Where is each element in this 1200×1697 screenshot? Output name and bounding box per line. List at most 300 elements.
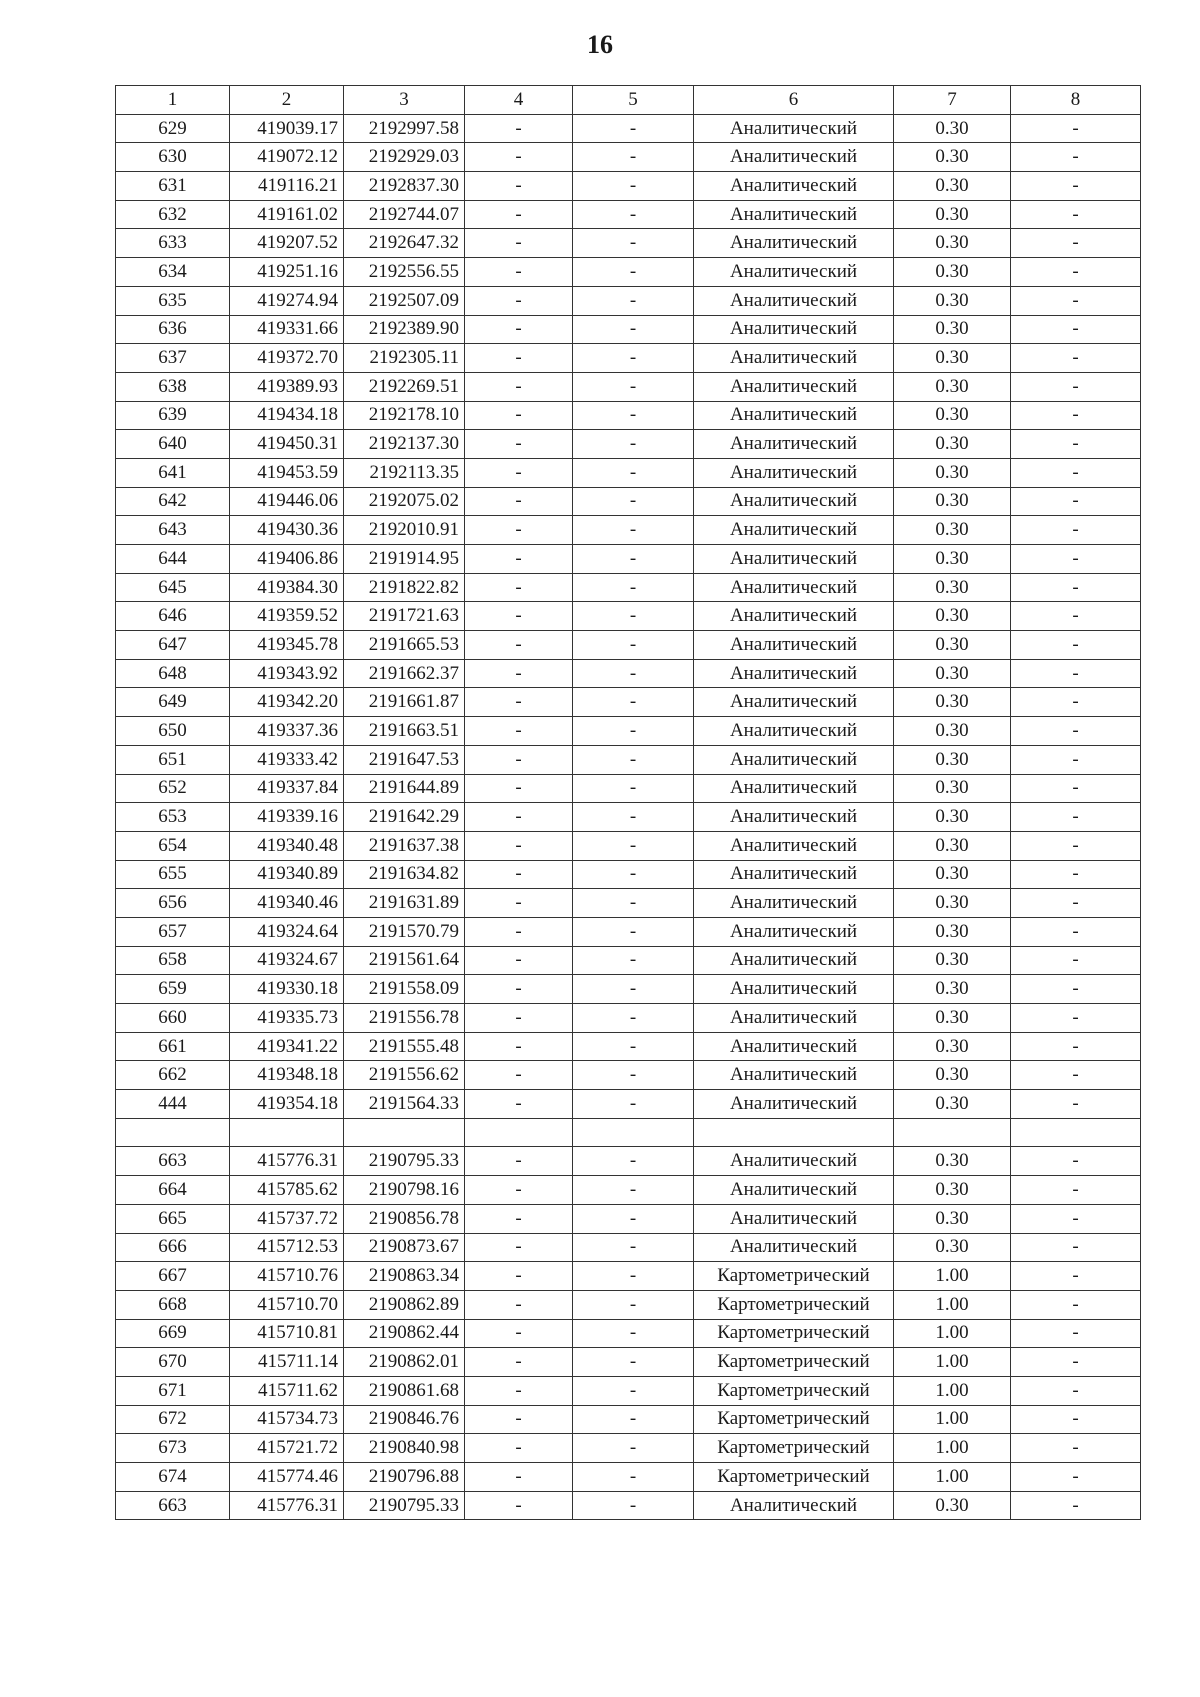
col5-cell: - (573, 745, 694, 774)
x-coordinate-cell: 419348.18 (230, 1061, 344, 1090)
x-coordinate-cell: 419340.46 (230, 889, 344, 918)
table-row (116, 774, 1141, 803)
col4-cell: - (465, 631, 573, 660)
method-cell: Аналитический (694, 659, 894, 688)
accuracy-cell: 1.00 (894, 1290, 1011, 1319)
method-cell: Аналитический (694, 717, 894, 746)
method-cell: Аналитический (694, 545, 894, 574)
x-coordinate-cell: 419339.16 (230, 803, 344, 832)
x-coordinate-cell: 415776.31 (230, 1147, 344, 1176)
x-coordinate-cell: 415712.53 (230, 1233, 344, 1262)
x-coordinate-cell: 419340.89 (230, 860, 344, 889)
y-coordinate-cell: 2192556.55 (344, 258, 465, 287)
col8-cell: - (1011, 315, 1141, 344)
col8-cell: - (1011, 200, 1141, 229)
col8-cell: - (1011, 286, 1141, 315)
y-coordinate-cell: 2191663.51 (344, 717, 465, 746)
method-cell: Картометрический (694, 1262, 894, 1291)
col8-cell: - (1011, 803, 1141, 832)
table-row (116, 286, 1141, 315)
col5-cell: - (573, 831, 694, 860)
col8-cell: - (1011, 975, 1141, 1004)
point-number-cell: 638 (116, 372, 230, 401)
col4-cell: - (465, 1032, 573, 1061)
method-cell: Аналитический (694, 1032, 894, 1061)
y-coordinate-cell: 2191570.79 (344, 917, 465, 946)
col8-cell: - (1011, 717, 1141, 746)
y-coordinate-cell: 2191914.95 (344, 545, 465, 574)
accuracy-cell: 0.30 (894, 688, 1011, 717)
col4-cell: - (465, 344, 573, 373)
y-coordinate-cell: 2191556.62 (344, 1061, 465, 1090)
col4-cell: - (465, 458, 573, 487)
table-row (116, 1491, 1141, 1520)
method-cell: Аналитический (694, 1491, 894, 1520)
column-header: 6 (694, 86, 894, 115)
col5-cell: - (573, 1463, 694, 1492)
col5-cell: - (573, 315, 694, 344)
col8-cell: - (1011, 545, 1141, 574)
col4-cell: - (465, 516, 573, 545)
col8-cell: - (1011, 1262, 1141, 1291)
col8-cell: - (1011, 1405, 1141, 1434)
method-cell: Аналитический (694, 688, 894, 717)
accuracy-cell: 0.30 (894, 487, 1011, 516)
table-row (116, 1176, 1141, 1205)
x-coordinate-cell: 419340.48 (230, 831, 344, 860)
col8-cell: - (1011, 917, 1141, 946)
col8-cell: - (1011, 114, 1141, 143)
method-cell: Картометрический (694, 1290, 894, 1319)
point-number-cell: 642 (116, 487, 230, 516)
x-coordinate-cell: 419342.20 (230, 688, 344, 717)
col5-cell: - (573, 1090, 694, 1119)
table-row (116, 1090, 1141, 1119)
col4-cell: - (465, 286, 573, 315)
col4-cell: - (465, 1319, 573, 1348)
point-number-cell: 643 (116, 516, 230, 545)
y-coordinate-cell: 2191647.53 (344, 745, 465, 774)
point-number-cell: 444 (116, 1090, 230, 1119)
col4-cell: - (465, 258, 573, 287)
col4-cell: - (465, 143, 573, 172)
point-number-cell: 654 (116, 831, 230, 860)
col8-cell: - (1011, 458, 1141, 487)
point-number-cell: 663 (116, 1491, 230, 1520)
method-cell: Картометрический (694, 1319, 894, 1348)
point-number-cell: 649 (116, 688, 230, 717)
col5-cell: - (573, 286, 694, 315)
method-cell: Аналитический (694, 372, 894, 401)
col8-cell: - (1011, 688, 1141, 717)
col8-cell: - (1011, 1290, 1141, 1319)
method-cell: Аналитический (694, 602, 894, 631)
method-cell: Аналитический (694, 258, 894, 287)
method-cell: Аналитический (694, 344, 894, 373)
col5-cell (573, 1118, 694, 1147)
method-cell: Аналитический (694, 975, 894, 1004)
table-row (116, 573, 1141, 602)
method-cell: Аналитический (694, 1233, 894, 1262)
col8-cell: - (1011, 1233, 1141, 1262)
col4-cell: - (465, 229, 573, 258)
column-header: 3 (344, 86, 465, 115)
point-number-cell: 672 (116, 1405, 230, 1434)
table-row (116, 1290, 1141, 1319)
y-coordinate-cell: 2192389.90 (344, 315, 465, 344)
x-coordinate-cell: 419116.21 (230, 172, 344, 201)
method-cell: Аналитический (694, 860, 894, 889)
y-coordinate-cell: 2192178.10 (344, 401, 465, 430)
col5-cell: - (573, 1032, 694, 1061)
accuracy-cell: 0.30 (894, 1176, 1011, 1205)
col4-cell: - (465, 774, 573, 803)
accuracy-cell: 0.30 (894, 458, 1011, 487)
point-number-cell: 630 (116, 143, 230, 172)
col4-cell: - (465, 1262, 573, 1291)
y-coordinate-cell: 2192137.30 (344, 430, 465, 459)
method-cell: Аналитический (694, 430, 894, 459)
table-row (116, 229, 1141, 258)
col5-cell: - (573, 229, 694, 258)
accuracy-cell: 0.30 (894, 860, 1011, 889)
accuracy-cell: 0.30 (894, 344, 1011, 373)
x-coordinate-cell: 419072.12 (230, 143, 344, 172)
col5-cell: - (573, 1491, 694, 1520)
col8-cell: - (1011, 831, 1141, 860)
table-row (116, 975, 1141, 1004)
x-coordinate-cell: 415776.31 (230, 1491, 344, 1520)
table-row (116, 172, 1141, 201)
x-coordinate-cell: 419430.36 (230, 516, 344, 545)
col8-cell: - (1011, 1032, 1141, 1061)
y-coordinate-cell (344, 1118, 465, 1147)
col8-cell: - (1011, 889, 1141, 918)
col8-cell: - (1011, 1176, 1141, 1205)
col5-cell: - (573, 200, 694, 229)
table-row (116, 631, 1141, 660)
col8-cell: - (1011, 946, 1141, 975)
table-row (116, 1118, 1141, 1147)
method-cell: Аналитический (694, 487, 894, 516)
point-number-cell: 668 (116, 1290, 230, 1319)
accuracy-cell: 0.30 (894, 229, 1011, 258)
table-row (116, 258, 1141, 287)
col5-cell: - (573, 688, 694, 717)
accuracy-cell: 0.30 (894, 1204, 1011, 1233)
x-coordinate-cell: 415711.62 (230, 1376, 344, 1405)
col8-cell (1011, 1118, 1141, 1147)
col5-cell: - (573, 717, 694, 746)
col5-cell: - (573, 545, 694, 574)
method-cell: Аналитический (694, 1204, 894, 1233)
col4-cell: - (465, 688, 573, 717)
x-coordinate-cell: 419450.31 (230, 430, 344, 459)
col4-cell: - (465, 1061, 573, 1090)
table-row (116, 602, 1141, 631)
col5-cell: - (573, 1348, 694, 1377)
table-row (116, 1376, 1141, 1405)
x-coordinate-cell: 419330.18 (230, 975, 344, 1004)
method-cell: Аналитический (694, 200, 894, 229)
col5-cell: - (573, 917, 694, 946)
x-coordinate-cell: 419337.84 (230, 774, 344, 803)
point-number-cell: 674 (116, 1463, 230, 1492)
point-number-cell: 637 (116, 344, 230, 373)
accuracy-cell: 1.00 (894, 1348, 1011, 1377)
col5-cell: - (573, 258, 694, 287)
x-coordinate-cell: 415774.46 (230, 1463, 344, 1492)
table-row (116, 1204, 1141, 1233)
y-coordinate-cell: 2190862.01 (344, 1348, 465, 1377)
accuracy-cell: 0.30 (894, 315, 1011, 344)
method-cell: Аналитический (694, 917, 894, 946)
x-coordinate-cell: 419331.66 (230, 315, 344, 344)
y-coordinate-cell: 2192997.58 (344, 114, 465, 143)
y-coordinate-cell: 2191561.64 (344, 946, 465, 975)
x-coordinate-cell (230, 1118, 344, 1147)
method-cell: Аналитический (694, 745, 894, 774)
point-number-cell: 671 (116, 1376, 230, 1405)
table-row (116, 1233, 1141, 1262)
col4-cell: - (465, 372, 573, 401)
col5-cell: - (573, 1176, 694, 1205)
x-coordinate-cell: 419274.94 (230, 286, 344, 315)
x-coordinate-cell: 415711.14 (230, 1348, 344, 1377)
y-coordinate-cell: 2191634.82 (344, 860, 465, 889)
col5-cell: - (573, 1405, 694, 1434)
table-row (116, 372, 1141, 401)
method-cell: Аналитический (694, 774, 894, 803)
method-cell (694, 1118, 894, 1147)
accuracy-cell: 0.30 (894, 631, 1011, 660)
x-coordinate-cell: 419354.18 (230, 1090, 344, 1119)
col5-cell: - (573, 889, 694, 918)
x-coordinate-cell: 419341.22 (230, 1032, 344, 1061)
col5-cell: - (573, 1262, 694, 1291)
col5-cell: - (573, 602, 694, 631)
accuracy-cell: 1.00 (894, 1319, 1011, 1348)
x-coordinate-cell: 415710.81 (230, 1319, 344, 1348)
col5-cell: - (573, 975, 694, 1004)
table-row (116, 545, 1141, 574)
col8-cell: - (1011, 1004, 1141, 1033)
col4-cell: - (465, 401, 573, 430)
col4-cell: - (465, 1491, 573, 1520)
x-coordinate-cell: 415710.70 (230, 1290, 344, 1319)
point-number-cell: 633 (116, 229, 230, 258)
point-number-cell: 644 (116, 545, 230, 574)
x-coordinate-cell: 419039.17 (230, 114, 344, 143)
x-coordinate-cell: 419324.67 (230, 946, 344, 975)
col5-cell: - (573, 1376, 694, 1405)
x-coordinate-cell: 415737.72 (230, 1204, 344, 1233)
table-row (116, 717, 1141, 746)
y-coordinate-cell: 2191665.53 (344, 631, 465, 660)
y-coordinate-cell: 2191558.09 (344, 975, 465, 1004)
accuracy-cell: 0.30 (894, 200, 1011, 229)
point-number-cell: 652 (116, 774, 230, 803)
accuracy-cell: 0.30 (894, 1147, 1011, 1176)
x-coordinate-cell: 419207.52 (230, 229, 344, 258)
point-number-cell: 639 (116, 401, 230, 430)
y-coordinate-cell: 2190840.98 (344, 1434, 465, 1463)
col4-cell: - (465, 1405, 573, 1434)
y-coordinate-cell: 2190798.16 (344, 1176, 465, 1205)
accuracy-cell: 0.30 (894, 1032, 1011, 1061)
method-cell: Аналитический (694, 1147, 894, 1176)
table-row (116, 917, 1141, 946)
col4-cell: - (465, 889, 573, 918)
accuracy-cell: 0.30 (894, 602, 1011, 631)
accuracy-cell: 0.30 (894, 1004, 1011, 1033)
point-number-cell: 659 (116, 975, 230, 1004)
y-coordinate-cell: 2190795.33 (344, 1147, 465, 1176)
col4-cell: - (465, 1348, 573, 1377)
point-number-cell: 661 (116, 1032, 230, 1061)
table-row (116, 1262, 1141, 1291)
accuracy-cell: 0.30 (894, 889, 1011, 918)
y-coordinate-cell: 2192113.35 (344, 458, 465, 487)
col4-cell: - (465, 114, 573, 143)
method-cell: Картометрический (694, 1405, 894, 1434)
col4-cell: - (465, 745, 573, 774)
col5-cell: - (573, 631, 694, 660)
y-coordinate-cell: 2192010.91 (344, 516, 465, 545)
y-coordinate-cell: 2190862.89 (344, 1290, 465, 1319)
col4-cell: - (465, 1090, 573, 1119)
y-coordinate-cell: 2191662.37 (344, 659, 465, 688)
point-number-cell: 664 (116, 1176, 230, 1205)
accuracy-cell: 0.30 (894, 1491, 1011, 1520)
method-cell: Аналитический (694, 516, 894, 545)
col4-cell: - (465, 803, 573, 832)
table-row (116, 659, 1141, 688)
x-coordinate-cell: 419343.92 (230, 659, 344, 688)
y-coordinate-cell: 2191822.82 (344, 573, 465, 602)
col8-cell: - (1011, 745, 1141, 774)
col5-cell: - (573, 803, 694, 832)
point-number-cell: 657 (116, 917, 230, 946)
accuracy-cell: 0.30 (894, 803, 1011, 832)
col5-cell: - (573, 401, 694, 430)
col8-cell: - (1011, 430, 1141, 459)
table-row (116, 516, 1141, 545)
table-row (116, 430, 1141, 459)
col8-cell: - (1011, 1061, 1141, 1090)
y-coordinate-cell: 2192647.32 (344, 229, 465, 258)
point-number-cell: 634 (116, 258, 230, 287)
x-coordinate-cell: 419384.30 (230, 573, 344, 602)
accuracy-cell (894, 1118, 1011, 1147)
table-row (116, 1463, 1141, 1492)
x-coordinate-cell: 419251.16 (230, 258, 344, 287)
point-number-cell: 640 (116, 430, 230, 459)
accuracy-cell: 0.30 (894, 114, 1011, 143)
accuracy-cell: 0.30 (894, 1233, 1011, 1262)
accuracy-cell: 0.30 (894, 975, 1011, 1004)
accuracy-cell: 0.30 (894, 401, 1011, 430)
col4-cell (465, 1118, 573, 1147)
point-number-cell: 670 (116, 1348, 230, 1377)
table-row (116, 1032, 1141, 1061)
col4-cell: - (465, 946, 573, 975)
y-coordinate-cell: 2192507.09 (344, 286, 465, 315)
table-row (116, 1004, 1141, 1033)
method-cell: Аналитический (694, 1090, 894, 1119)
col4-cell: - (465, 1176, 573, 1205)
point-number-cell: 636 (116, 315, 230, 344)
y-coordinate-cell: 2192075.02 (344, 487, 465, 516)
method-cell: Картометрический (694, 1376, 894, 1405)
y-coordinate-cell: 2191637.38 (344, 831, 465, 860)
table-row (116, 114, 1141, 143)
accuracy-cell: 1.00 (894, 1405, 1011, 1434)
col4-cell: - (465, 315, 573, 344)
col4-cell: - (465, 659, 573, 688)
method-cell: Аналитический (694, 1176, 894, 1205)
y-coordinate-cell: 2191661.87 (344, 688, 465, 717)
col4-cell: - (465, 172, 573, 201)
col8-cell: - (1011, 659, 1141, 688)
col4-cell: - (465, 1004, 573, 1033)
point-number-cell: 631 (116, 172, 230, 201)
point-number-cell: 646 (116, 602, 230, 631)
col5-cell: - (573, 1061, 694, 1090)
table-row (116, 803, 1141, 832)
table-row (116, 688, 1141, 717)
x-coordinate-cell: 415734.73 (230, 1405, 344, 1434)
accuracy-cell: 1.00 (894, 1376, 1011, 1405)
table-row (116, 1434, 1141, 1463)
table-row (116, 200, 1141, 229)
column-header: 1 (116, 86, 230, 115)
col4-cell: - (465, 1290, 573, 1319)
col4-cell: - (465, 917, 573, 946)
table-body (116, 114, 1141, 1520)
col8-cell: - (1011, 258, 1141, 287)
col5-cell: - (573, 430, 694, 459)
point-number-cell: 650 (116, 717, 230, 746)
point-number-cell: 641 (116, 458, 230, 487)
point-number-cell: 667 (116, 1262, 230, 1291)
y-coordinate-cell: 2191644.89 (344, 774, 465, 803)
point-number-cell: 660 (116, 1004, 230, 1033)
point-number-cell: 673 (116, 1434, 230, 1463)
col5-cell: - (573, 1204, 694, 1233)
accuracy-cell: 0.30 (894, 745, 1011, 774)
y-coordinate-cell: 2192305.11 (344, 344, 465, 373)
table-row (116, 1319, 1141, 1348)
col5-cell: - (573, 458, 694, 487)
method-cell: Аналитический (694, 401, 894, 430)
col4-cell: - (465, 1463, 573, 1492)
col8-cell: - (1011, 1491, 1141, 1520)
col8-cell: - (1011, 344, 1141, 373)
table-row (116, 344, 1141, 373)
method-cell: Картометрический (694, 1434, 894, 1463)
col8-cell: - (1011, 631, 1141, 660)
method-cell: Аналитический (694, 831, 894, 860)
table-row (116, 831, 1141, 860)
x-coordinate-cell: 419333.42 (230, 745, 344, 774)
y-coordinate-cell: 2191556.78 (344, 1004, 465, 1033)
method-cell: Аналитический (694, 315, 894, 344)
table-row (116, 487, 1141, 516)
method-cell: Картометрический (694, 1463, 894, 1492)
x-coordinate-cell: 419389.93 (230, 372, 344, 401)
x-coordinate-cell: 419434.18 (230, 401, 344, 430)
